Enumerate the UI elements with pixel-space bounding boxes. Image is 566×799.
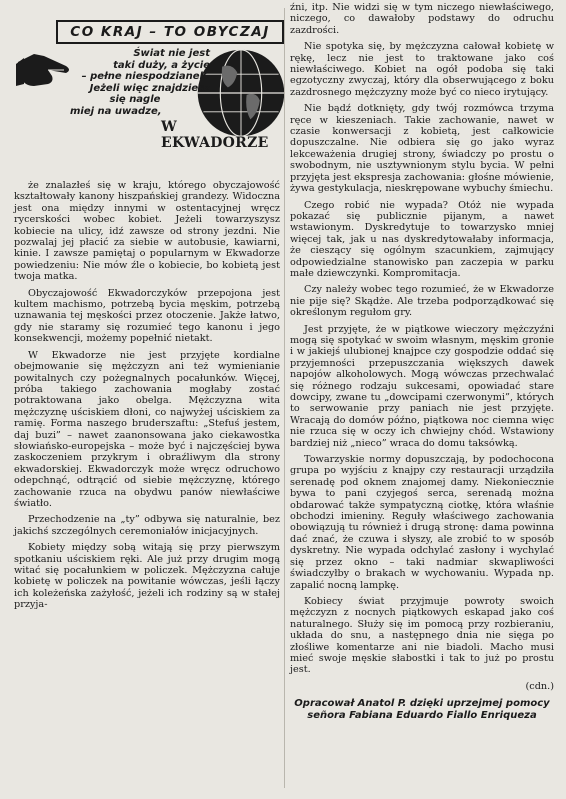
article-header (14, 16, 284, 168)
paragraph: źni, itp. Nie widzi się w tym niczego niewłaściwego, niczego, co dawałoby podstawy do odruchu zazdrości. (290, 2, 554, 36)
author-credit: Opracował Anatol P. dzięki uprzejmej pomocy señora Fabiana Eduardo Fiallo Enriqueza (294, 698, 550, 722)
column-divider (284, 8, 285, 788)
intro-text (60, 48, 210, 118)
intro-line: się nagle (109, 94, 161, 106)
paragraph: W Ekwadorze nie jest przyjęte kordialne obejmowanie się mężczyzn ani też wymienianie powitalnych czy pożegnalnych pocałunków. Więcej, próba takiego zachowania mogłaby zostać potraktowana jako obelga. Mężczyzna wita mężczyznę uściskiem dłoni, co najwyżej uściskiem za ramię. Forma naszego bruderszaftu: „Stefuś jestem, daj buzi” – nawet zaanonsowana jako ciekawostka słowiańsko-europejska – może być i najczęściej bywa zaskoczeniem przykrym i obraźliwym dla strony ekwadorskiej. Ekwadorczyk może wręcz odruchowo odepchnąć, odtrącić od siebie mężczyznę, którego zachowanie rzuca na obydwu panów niewłaściwe światło. (14, 349, 280, 509)
paragraph: Kobiecy świat przyjmuje powroty swoich mężczyzn z nocnych piątkowych eskapad jako coś naturalnego. Służy się im pomocą przy rozbieraniu, układa do snu, a następnego dnia nie sięga po złośliwe komentarze ani nie biadoli. Macho musi mieć swoje męskie słabostki i tak to już po prostu jest. (290, 595, 554, 676)
paragraph: Kobiety między sobą witają się przy pierwszym spotkaniu uściskiem ręki. Ale już przy drugim mogą witać się pocałunkiem w policzek. Mężczyzna całuje kobietę w policzek na powitanie wówczas, jeśli łączy ich koleżeńska zażyłość, jeżeli ich rodziny są w stałej przyja- (14, 542, 280, 611)
article-title: W EKWADORZE (161, 119, 269, 151)
paragraph: Obyczajowość Ekwadorczyków przepojona jest kultem machismo, potrzebą bycia męskim, potrzebą uznawania tej męskości przez otoczenie. Jakże łatwo, gdy nie staramy się rozumieć tego kanonu i jego konsekwencji, możemy popełnić nietakt. (14, 287, 280, 345)
right-column (290, 2, 554, 722)
intro-line: miej na uwadze, (70, 105, 162, 117)
series-title: CO KRAJ – TO OBYCZAJ (56, 20, 284, 44)
intro-line: – pełne niespodzianek. (81, 71, 210, 83)
left-column (14, 180, 280, 616)
intro-line: taki duży, a życie (113, 59, 210, 71)
paragraph: Przechodzenie na „ty” odbywa się naturalnie, bez jakichś szczególnych ceremoniałów inicjacyjnych. (14, 514, 280, 537)
intro-line: Świat nie jest (133, 48, 210, 59)
paragraph: że znalazłeś się w kraju, którego obyczajowość kształtowały kanony hiszpańskiej grandezy. Widoczna jest ona między innymi w ostentacyjnej wręcz rycerskości wobec kobiet. Jeżeli towarzyszysz kobiecie na ulicy, idź zawsze od strony jezdni. Nie pozwalaj jej płacić za siebie w autobusie, kawiarni, kinie. I zawsze pamiętaj o popularnym w Ekwadorze powiedzeniu: Nie mów źle o kobiecie, bo kobietą jest twoja matka. (14, 180, 280, 283)
paragraph: Czego robić nie wypada? Otóż nie wypada pokazać się publicznie pijanym, a nawet wstawionym. Dyskredytuje to towarzysko mniej więcej tak, jak u nas dyskredytowałaby informacja, że cieszący się ogólnym szacunkiem, zajmujący odpowiedzialne stanowisko pan zaczepia w parku małe dziewczynki. Kompromitacja. (290, 199, 554, 279)
paragraph: Towarzyskie normy dopuszczają, by podochocona grupa po wyjściu z knajpy czy restauracji urządziła serenadę pod oknem znajomej damy. Niekoniecznie bywa to pani czyjegoś serca, serenadą można obdarować także sympatyczną ciotkę, która właśnie obchodzi imieniny. Reguły właściwego zachowania obowiązują tu również i drugą stronę: dama powinna dać znać, że czuwa i słyszy, ale zrobić to w sposób dyskretny. Nie wypada odchylać zasłony i wychylać się przez okno – taki nadmiar skwapliwości świadczyłby o brakach w wychowaniu. Wypada np. zapalić nocną lampkę. (290, 454, 554, 591)
paragraph: Czy należy wobec tego rozumieć, że w Ekwadorze nie pije się? Skądże. Ale trzeba podporządkować się określonym regułom gry. (290, 284, 554, 319)
paragraph: Nie bądź dotknięty, gdy twój rozmówca trzyma ręce w kieszeniach. Takie zachowanie, nawet w czasie konwersacji z kobietą, jest całkowicie dopuszczalne. Nie odbiera się go jako wyraz lekceważenia drugiej strony, świadczy po prostu o swobodnym, nie usztywnionym stylu bycia. W pełni przyjęta jest ekspresja zachowania: głośne mówienie, żywa gestykulacja, nieskrępowane wybuchy śmiechu. (290, 103, 554, 195)
paragraph: Jest przyjęte, że w piątkowe wieczory mężczyźni mogą się spotykać w swoim własnym, męskim gronie i w jakiejś ulubionej knajpce czy gospodzie oddać się przyjemności przepuszczania większych dawek napojów alkoholowych. Mogą wówczas przechwalać się różnego rodzaju sukcesami, opowiadać stare dowcipy, zwane tu „dowcipami czerwonymi”, których to serwowanie przy paniach nie jest przyjęte. Wracają do domów późno, piątkowa noc ciemna więc nie rzuca się w oczy ich chwiejny chód. Wstawiony bardziej niż „nieco” wraca do domu taksówką. (290, 323, 554, 449)
paragraph: Nie spotyka się, by mężczyzna całował kobietę w rękę, lecz nie jest to traktowane jako coś niewłaściwego. Kobiet na ogół podoba się taki egzotyczny zwyczaj, który dla obserwującego z boku zazdrosnego mężczyzny może być co nieco irytujący. (290, 41, 554, 98)
intro-line: Jeżeli więc znajdziesz (89, 82, 210, 94)
continued-note: (cdn.) (525, 680, 554, 692)
